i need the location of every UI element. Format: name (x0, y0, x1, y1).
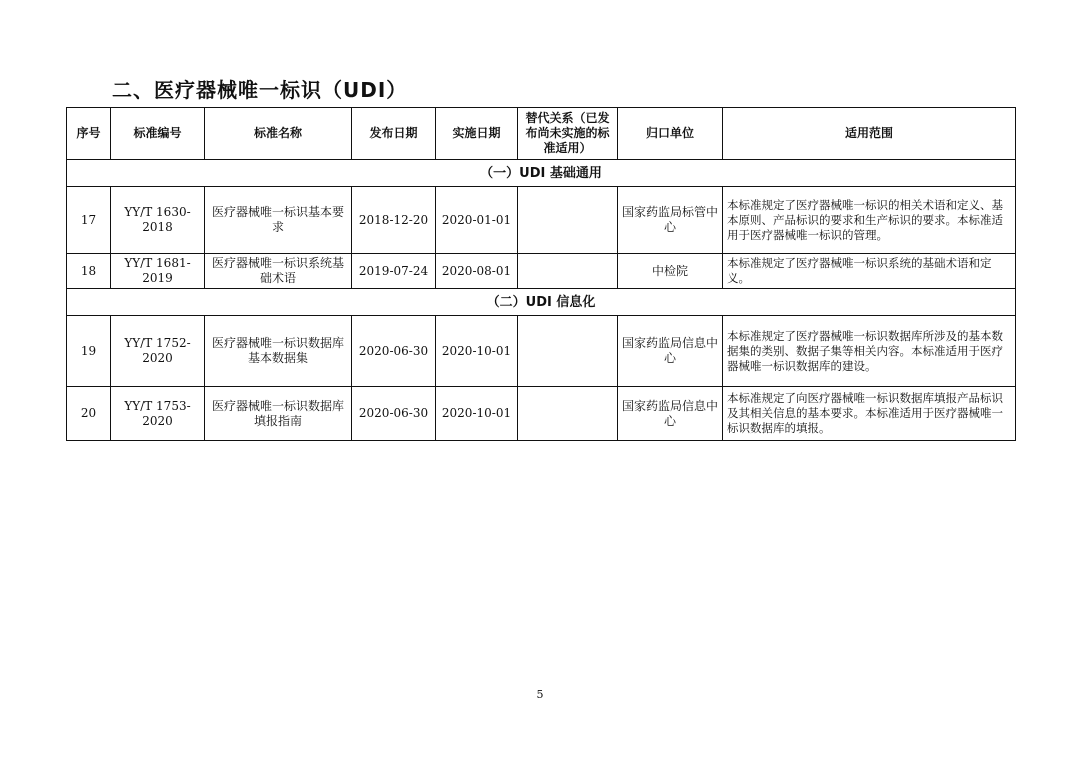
page-number: 5 (536, 688, 544, 701)
table-row (67, 187, 1016, 254)
table-row (67, 387, 1016, 441)
cell-impl-date: 2020-08-01 (436, 254, 518, 289)
cell-name: 医疗器械唯一标识系统基础术语 (205, 254, 352, 289)
table-row (67, 316, 1016, 387)
header-seq: 序号 (67, 108, 111, 160)
table-header-row (67, 108, 1016, 160)
cell-replace (518, 254, 618, 289)
section-title: （一）UDI 基础通用 (67, 160, 1016, 187)
page-title: 二、医疗器械唯一标识（UDI） (112, 78, 408, 102)
cell-impl-date: 2020-10-01 (436, 316, 518, 387)
cell-seq: 19 (67, 316, 111, 387)
cell-replace (518, 187, 618, 254)
section-title: （二）UDI 信息化 (67, 289, 1016, 316)
cell-code: YY/T 1752-2020 (111, 316, 205, 387)
cell-impl-date: 2020-01-01 (436, 187, 518, 254)
cell-code: YY/T 1681-2019 (111, 254, 205, 289)
header-scope: 适用范围 (723, 108, 1016, 160)
cell-unit: 国家药监局信息中心 (618, 316, 723, 387)
cell-impl-date: 2020-10-01 (436, 387, 518, 441)
cell-pub-date: 2020-06-30 (352, 316, 436, 387)
cell-scope: 本标准规定了医疗器械唯一标识数据库所涉及的基本数据集的类别、数据子集等相关内容。本标准适用于医疗器械唯一标识数据库的建设。 (723, 316, 1016, 387)
cell-seq: 18 (67, 254, 111, 289)
cell-seq: 20 (67, 387, 111, 441)
header-code: 标准编号 (111, 108, 205, 160)
cell-scope: 本标准规定了向医疗器械唯一标识数据库填报产品标识及其相关信息的基本要求。本标准适用于医疗器械唯一标识数据库的填报。 (723, 387, 1016, 441)
cell-scope: 本标准规定了医疗器械唯一标识系统的基础术语和定义。 (723, 254, 1016, 289)
section-row (67, 160, 1016, 187)
table-row (67, 254, 1016, 289)
cell-name: 医疗器械唯一标识基本要求 (205, 187, 352, 254)
header-pub-date: 发布日期 (352, 108, 436, 160)
cell-pub-date: 2020-06-30 (352, 387, 436, 441)
header-name: 标准名称 (205, 108, 352, 160)
cell-scope: 本标准规定了医疗器械唯一标识的相关术语和定义、基本原则、产品标识的要求和生产标识的要求。本标准适用于医疗器械唯一标识的管理。 (723, 187, 1016, 254)
header-unit: 归口单位 (618, 108, 723, 160)
header-impl-date: 实施日期 (436, 108, 518, 160)
cell-seq: 17 (67, 187, 111, 254)
cell-name: 医疗器械唯一标识数据库基本数据集 (205, 316, 352, 387)
cell-code: YY/T 1753-2020 (111, 387, 205, 441)
cell-pub-date: 2019-07-24 (352, 254, 436, 289)
cell-unit: 国家药监局标管中心 (618, 187, 723, 254)
standards-table (66, 107, 1016, 441)
cell-pub-date: 2018-12-20 (352, 187, 436, 254)
header-replace: 替代关系（已发布尚未实施的标准适用） (518, 108, 618, 160)
section-row (67, 289, 1016, 316)
cell-name: 医疗器械唯一标识数据库填报指南 (205, 387, 352, 441)
cell-replace (518, 387, 618, 441)
cell-unit: 中检院 (618, 254, 723, 289)
cell-code: YY/T 1630-2018 (111, 187, 205, 254)
cell-unit: 国家药监局信息中心 (618, 387, 723, 441)
cell-replace (518, 316, 618, 387)
